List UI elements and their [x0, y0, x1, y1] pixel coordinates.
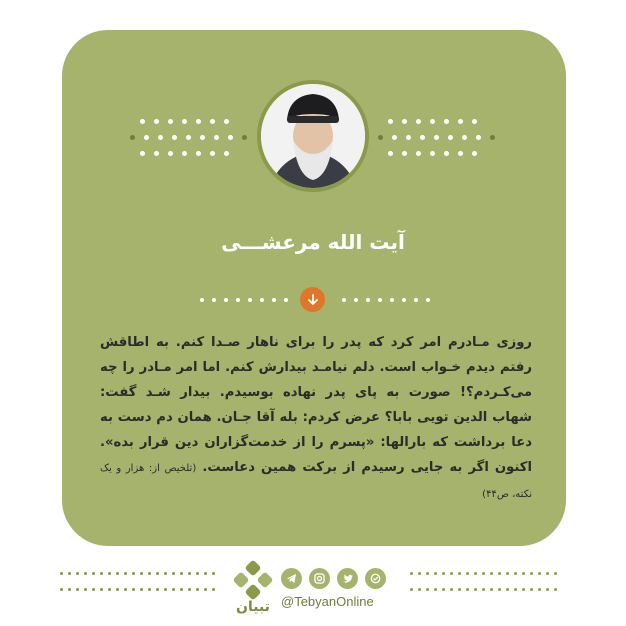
decor-dots-right-bottom — [388, 151, 477, 156]
arrow-down-icon — [300, 287, 325, 312]
footer-dots-left-bottom — [60, 588, 215, 591]
decor-dots-left-top — [140, 119, 229, 124]
telegram-icon[interactable] — [281, 568, 302, 589]
decor-dots-right-top — [388, 119, 477, 124]
decor-dots-right-mid — [378, 135, 495, 140]
aparat-icon[interactable] — [365, 568, 386, 589]
page-title: آیت الله مرعشـــی — [221, 230, 405, 254]
social-handle[interactable]: @TebyanOnline — [281, 594, 374, 609]
divider-right — [342, 298, 430, 302]
footer-dots-right-top — [410, 572, 557, 575]
twitter-icon[interactable] — [337, 568, 358, 589]
story-body: روزی مـادرم امر کرد که پدر را برای ناهار صـدا کنم. به اطاقش رفتم دیدم خـواب است. دلم نیامـد بیدارش کنم. اما امر مـادر را چه می‌کـردم؟! صورت به پای پدر نهاده بوسیدم. بیدار شـد گفت: شهاب الدین تویی بابا؟ عرض کردم: بله آقا جـان. همان دم دست به دعا برداشت که بارالها: «پسرم را از خدمت‌گزاران دین قرار بده». اکنون اگر به جایی رسیدم از برکت همین دعاست. — [100, 335, 532, 475]
footer-dots-left-top — [60, 572, 215, 575]
footer-dots-right-bottom — [410, 588, 557, 591]
decor-dots-left-mid — [130, 135, 247, 140]
divider-left — [200, 298, 288, 302]
instagram-icon[interactable] — [309, 568, 330, 589]
social-icons — [281, 568, 386, 589]
portrait-photo — [257, 80, 369, 192]
decor-dots-left-bottom — [140, 151, 229, 156]
story-text — [100, 330, 532, 507]
tebyan-logo-text: تبیان — [236, 599, 270, 615]
source-citation: (تلخیص از: هزار و یک نکته، ص۴۴) — [100, 463, 532, 500]
